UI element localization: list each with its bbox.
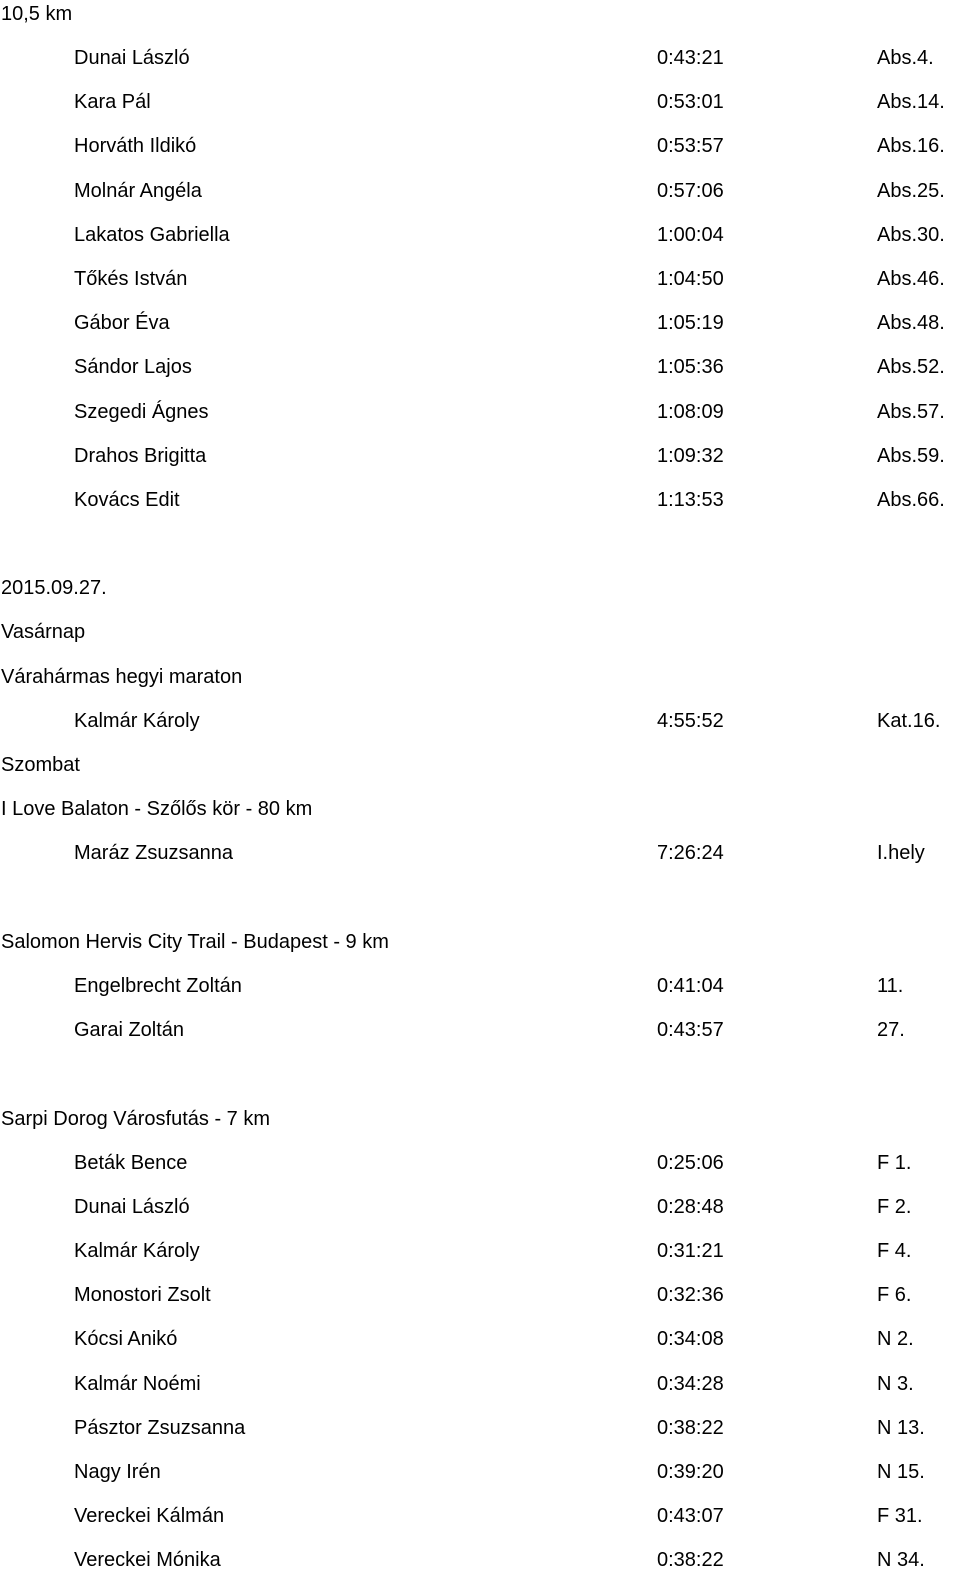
runner-name: Engelbrecht Zoltán [74, 974, 242, 997]
placement: Abs.25. [877, 179, 945, 202]
finish-time: 0:38:22 [657, 1416, 724, 1439]
finish-time: 0:39:20 [657, 1461, 724, 1483]
result-row [0, 337, 960, 381]
section-heading: Vasárnap [1, 621, 86, 644]
result-row [0, 1442, 960, 1486]
placement: F 4. [877, 1240, 912, 1263]
result-section [0, 1089, 960, 1575]
placement: Abs.66. [877, 488, 945, 511]
runner-name: Garai Zoltán [74, 1019, 185, 1042]
placement: 11. [877, 974, 904, 997]
runner-name: Kara Pál [74, 91, 151, 114]
finish-time: 7:26:24 [657, 842, 724, 865]
placement: Kat.16. [877, 709, 941, 732]
result-row [0, 823, 960, 867]
runner-name: Szegedi Ágnes [74, 400, 209, 423]
section-heading: Salomon Hervis City Trail - Budapest - 9 km [1, 930, 389, 953]
result-section [0, 558, 960, 735]
placement: Abs.14. [877, 91, 945, 114]
result-row [0, 1309, 960, 1353]
finish-time: 1:09:32 [657, 444, 724, 467]
placement: F 1. [877, 1151, 912, 1174]
result-row [0, 1000, 960, 1044]
result-section [0, 912, 960, 1089]
runner-name: Gábor Éva [74, 312, 170, 335]
section-heading: Szombat [1, 754, 80, 776]
result-row [0, 1530, 960, 1574]
heading-line [0, 779, 960, 823]
section-heading: 10,5 km [1, 3, 73, 25]
placement: I.hely [877, 842, 925, 865]
runner-name: Kalmár Károly [74, 1240, 200, 1263]
placement: Abs.30. [877, 223, 945, 246]
placement: N 13. [877, 1416, 925, 1439]
finish-time: 0:43:07 [657, 1505, 724, 1528]
runner-name: Beták Bence [74, 1151, 188, 1174]
result-row [0, 1354, 960, 1398]
section-heading: 2015.09.27. [1, 577, 107, 600]
runner-name: Kovács Edit [74, 488, 180, 511]
runner-name: Lakatos Gabriella [74, 223, 230, 246]
placement: F 2. [877, 1195, 912, 1218]
finish-time: 0:38:22 [657, 1549, 724, 1572]
finish-time: 1:00:04 [657, 223, 724, 246]
finish-time: 0:41:04 [657, 974, 724, 997]
placement: F 31. [877, 1505, 923, 1528]
runner-name: Drahos Brigitta [74, 444, 207, 467]
result-row [0, 28, 960, 72]
result-row [0, 116, 960, 160]
result-row [0, 249, 960, 293]
placement: Abs.46. [877, 267, 945, 290]
runner-name: Dunai László [74, 47, 190, 69]
finish-time: 1:05:19 [657, 312, 724, 335]
runner-name: Sándor Lajos [74, 356, 192, 379]
runner-name: Molnár Angéla [74, 179, 202, 202]
finish-time: 0:53:57 [657, 135, 724, 158]
result-row [0, 293, 960, 337]
placement: Abs.52. [877, 356, 945, 379]
placement: 27. [877, 1019, 905, 1042]
runner-name: Kalmár Noémi [74, 1372, 201, 1395]
result-row [0, 470, 960, 514]
result-row [0, 691, 960, 735]
placement: Abs.16. [877, 135, 945, 158]
heading-line [0, 0, 960, 28]
runner-name: Vereckei Mónika [74, 1549, 221, 1572]
runner-name: Maráz Zsuzsanna [74, 842, 233, 865]
section-heading: Várahármas hegyi maraton [1, 665, 243, 688]
result-row [0, 382, 960, 426]
runner-name: Kócsi Anikó [74, 1328, 178, 1351]
finish-time: 0:53:01 [657, 91, 724, 114]
result-row [0, 956, 960, 1000]
finish-time: 0:57:06 [657, 179, 724, 202]
heading-line [0, 558, 960, 602]
placement: N 2. [877, 1328, 914, 1351]
placement: Abs.4. [877, 47, 934, 69]
finish-time: 1:13:53 [657, 488, 724, 511]
result-row [0, 72, 960, 116]
placement: Abs.59. [877, 444, 945, 467]
result-row [0, 161, 960, 205]
result-section [0, 735, 960, 912]
finish-time: 0:43:21 [657, 47, 724, 69]
runner-name: Tőkés István [74, 267, 188, 290]
placement: N 34. [877, 1549, 925, 1572]
runner-name: Nagy Irén [74, 1461, 161, 1483]
finish-time: 0:34:08 [657, 1328, 724, 1351]
result-row [0, 1265, 960, 1309]
runner-name: Monostori Zsolt [74, 1284, 211, 1307]
heading-line [0, 602, 960, 646]
runner-name: Dunai László [74, 1195, 190, 1218]
result-row [0, 1133, 960, 1177]
placement: F 6. [877, 1284, 912, 1307]
heading-line [0, 912, 960, 956]
result-row [0, 205, 960, 249]
heading-line [0, 1089, 960, 1133]
result-row [0, 1486, 960, 1530]
result-section [0, 0, 960, 558]
runner-name: Pásztor Zsuzsanna [74, 1416, 246, 1439]
blank-line [0, 514, 960, 558]
runner-name: Vereckei Kálmán [74, 1505, 225, 1528]
blank-line [0, 1044, 960, 1088]
finish-time: 0:28:48 [657, 1195, 724, 1218]
finish-time: 1:04:50 [657, 267, 724, 290]
finish-time: 0:25:06 [657, 1151, 724, 1174]
finish-time: 0:32:36 [657, 1284, 724, 1307]
finish-time: 0:34:28 [657, 1372, 724, 1395]
section-heading: Sarpi Dorog Városfutás - 7 km [1, 1107, 270, 1130]
placement: N 3. [877, 1372, 914, 1395]
finish-time: 1:08:09 [657, 400, 724, 423]
placement: N 15. [877, 1461, 925, 1483]
finish-time: 4:55:52 [657, 709, 724, 732]
result-row [0, 1398, 960, 1442]
result-row [0, 426, 960, 470]
result-row [0, 1177, 960, 1221]
finish-time: 0:31:21 [657, 1240, 724, 1263]
runner-name: Kalmár Károly [74, 709, 200, 732]
heading-line [0, 735, 960, 779]
section-heading: I Love Balaton - Szőlős kör - 80 km [1, 798, 313, 821]
runner-name: Horváth Ildikó [74, 135, 197, 158]
blank-line [0, 868, 960, 912]
placement: Abs.57. [877, 400, 945, 423]
heading-line [0, 647, 960, 691]
finish-time: 0:43:57 [657, 1019, 724, 1042]
placement: Abs.48. [877, 312, 945, 335]
result-row [0, 1221, 960, 1265]
finish-time: 1:05:36 [657, 356, 724, 379]
